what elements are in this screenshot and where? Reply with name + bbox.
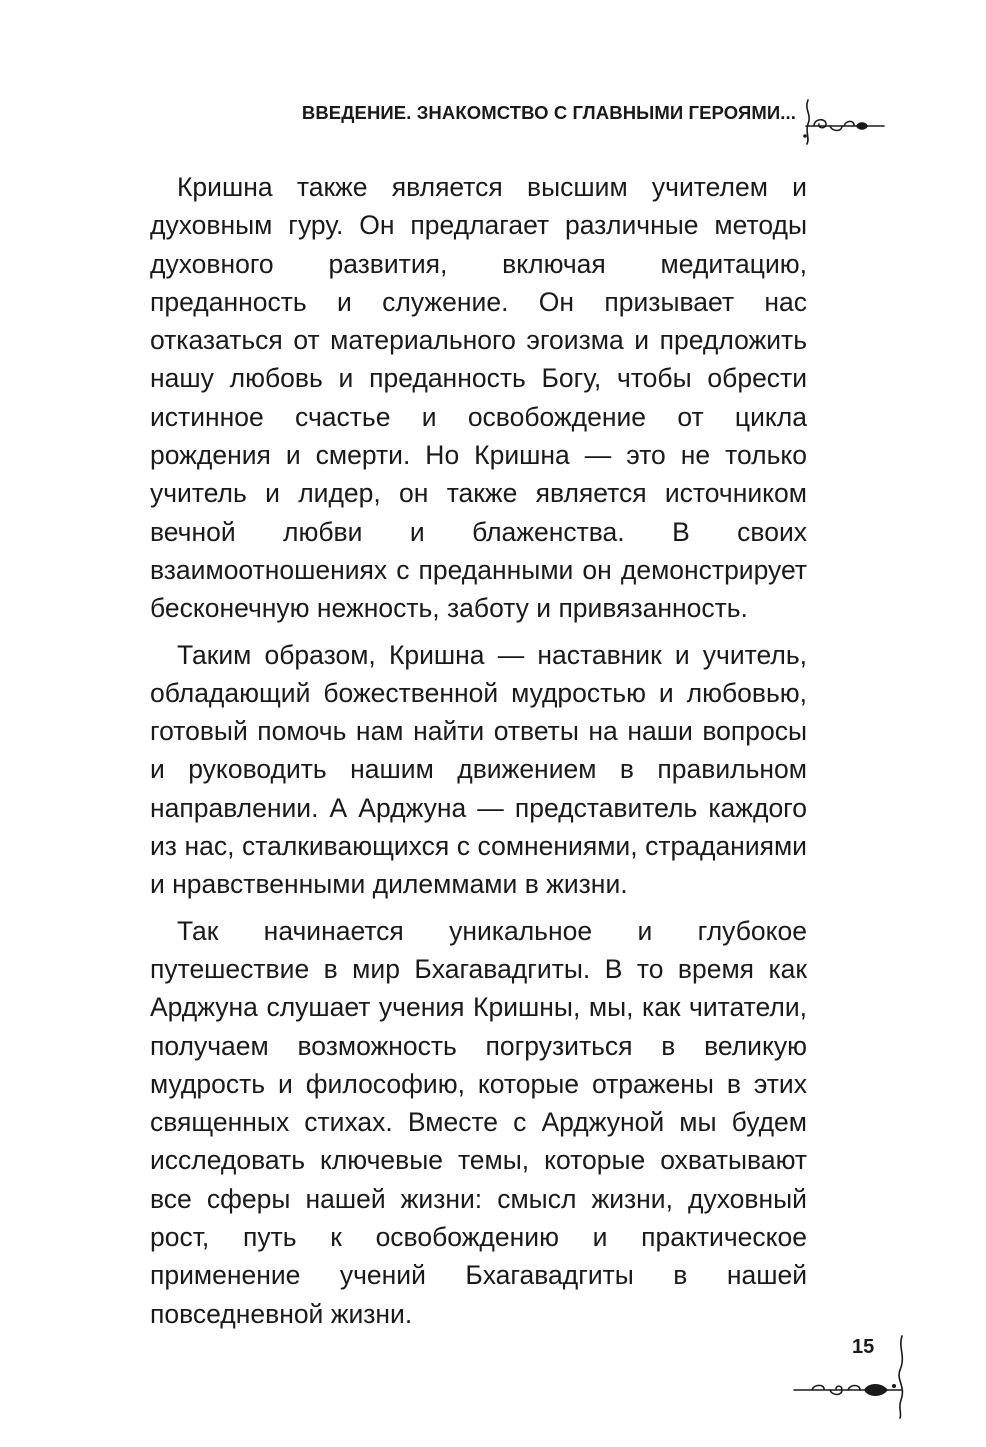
paragraph: Так начинается уникальное и глубокое путешествие в мир Бхагавадгиты. В то время как Арджуна слушает учения Кришны, мы, как читатели, получаем возможность погрузиться в великую мудрость и философию, которые отражены в этих священных стихах. Вместе с Арджуной мы будем исследовать ключевые темы, которые охватывают все сферы нашей жизни: смысл жизни, духовный рост, путь к освобождению и практическое применение учений Бхагавадгиты в нашей повседневной жизни. <box>150 915 807 1329</box>
paragraph: Кришна также является высшим учителем и духовным гуру. Он предлагает различные методы духовного развития, включая медитацию, преданность и служение. Он призывает нас отказаться от материального эгоизма и предложить нашу любовь и преданность Богу, чтобы обрести истинное счастье и освобождение от цикла рождения и смерти. Но Кришна — это не только учитель и лидер, он также является источником вечной любви и блаженства. В своих взаимоотношениях с преданными он демонстрирует бесконечную нежность, заботу и привязанность. <box>150 172 807 624</box>
main-text <box>150 168 807 1333</box>
scroll-flourish-icon <box>790 1330 910 1420</box>
running-header <box>150 96 886 146</box>
page-number: 15 <box>852 1336 875 1358</box>
paragraph: Таким образом, Кришна — наставник и учитель, обладающий божественной мудростью и любовью, готовый помочь нам найти ответы на наши вопросы и руководить нашим движением в правильном направлении. А Арджуна — представитель каждого из нас, сталкивающихся с сомнениями, страданиями и нравственными дилеммами в жизни. <box>150 639 807 900</box>
scroll-flourish-icon <box>800 96 886 146</box>
page-folio <box>790 1330 910 1420</box>
running-title: ВВЕДЕНИЕ. ЗНАКОМСТВО С ГЛАВНЫМИ ГЕРОЯМИ... <box>301 102 796 123</box>
